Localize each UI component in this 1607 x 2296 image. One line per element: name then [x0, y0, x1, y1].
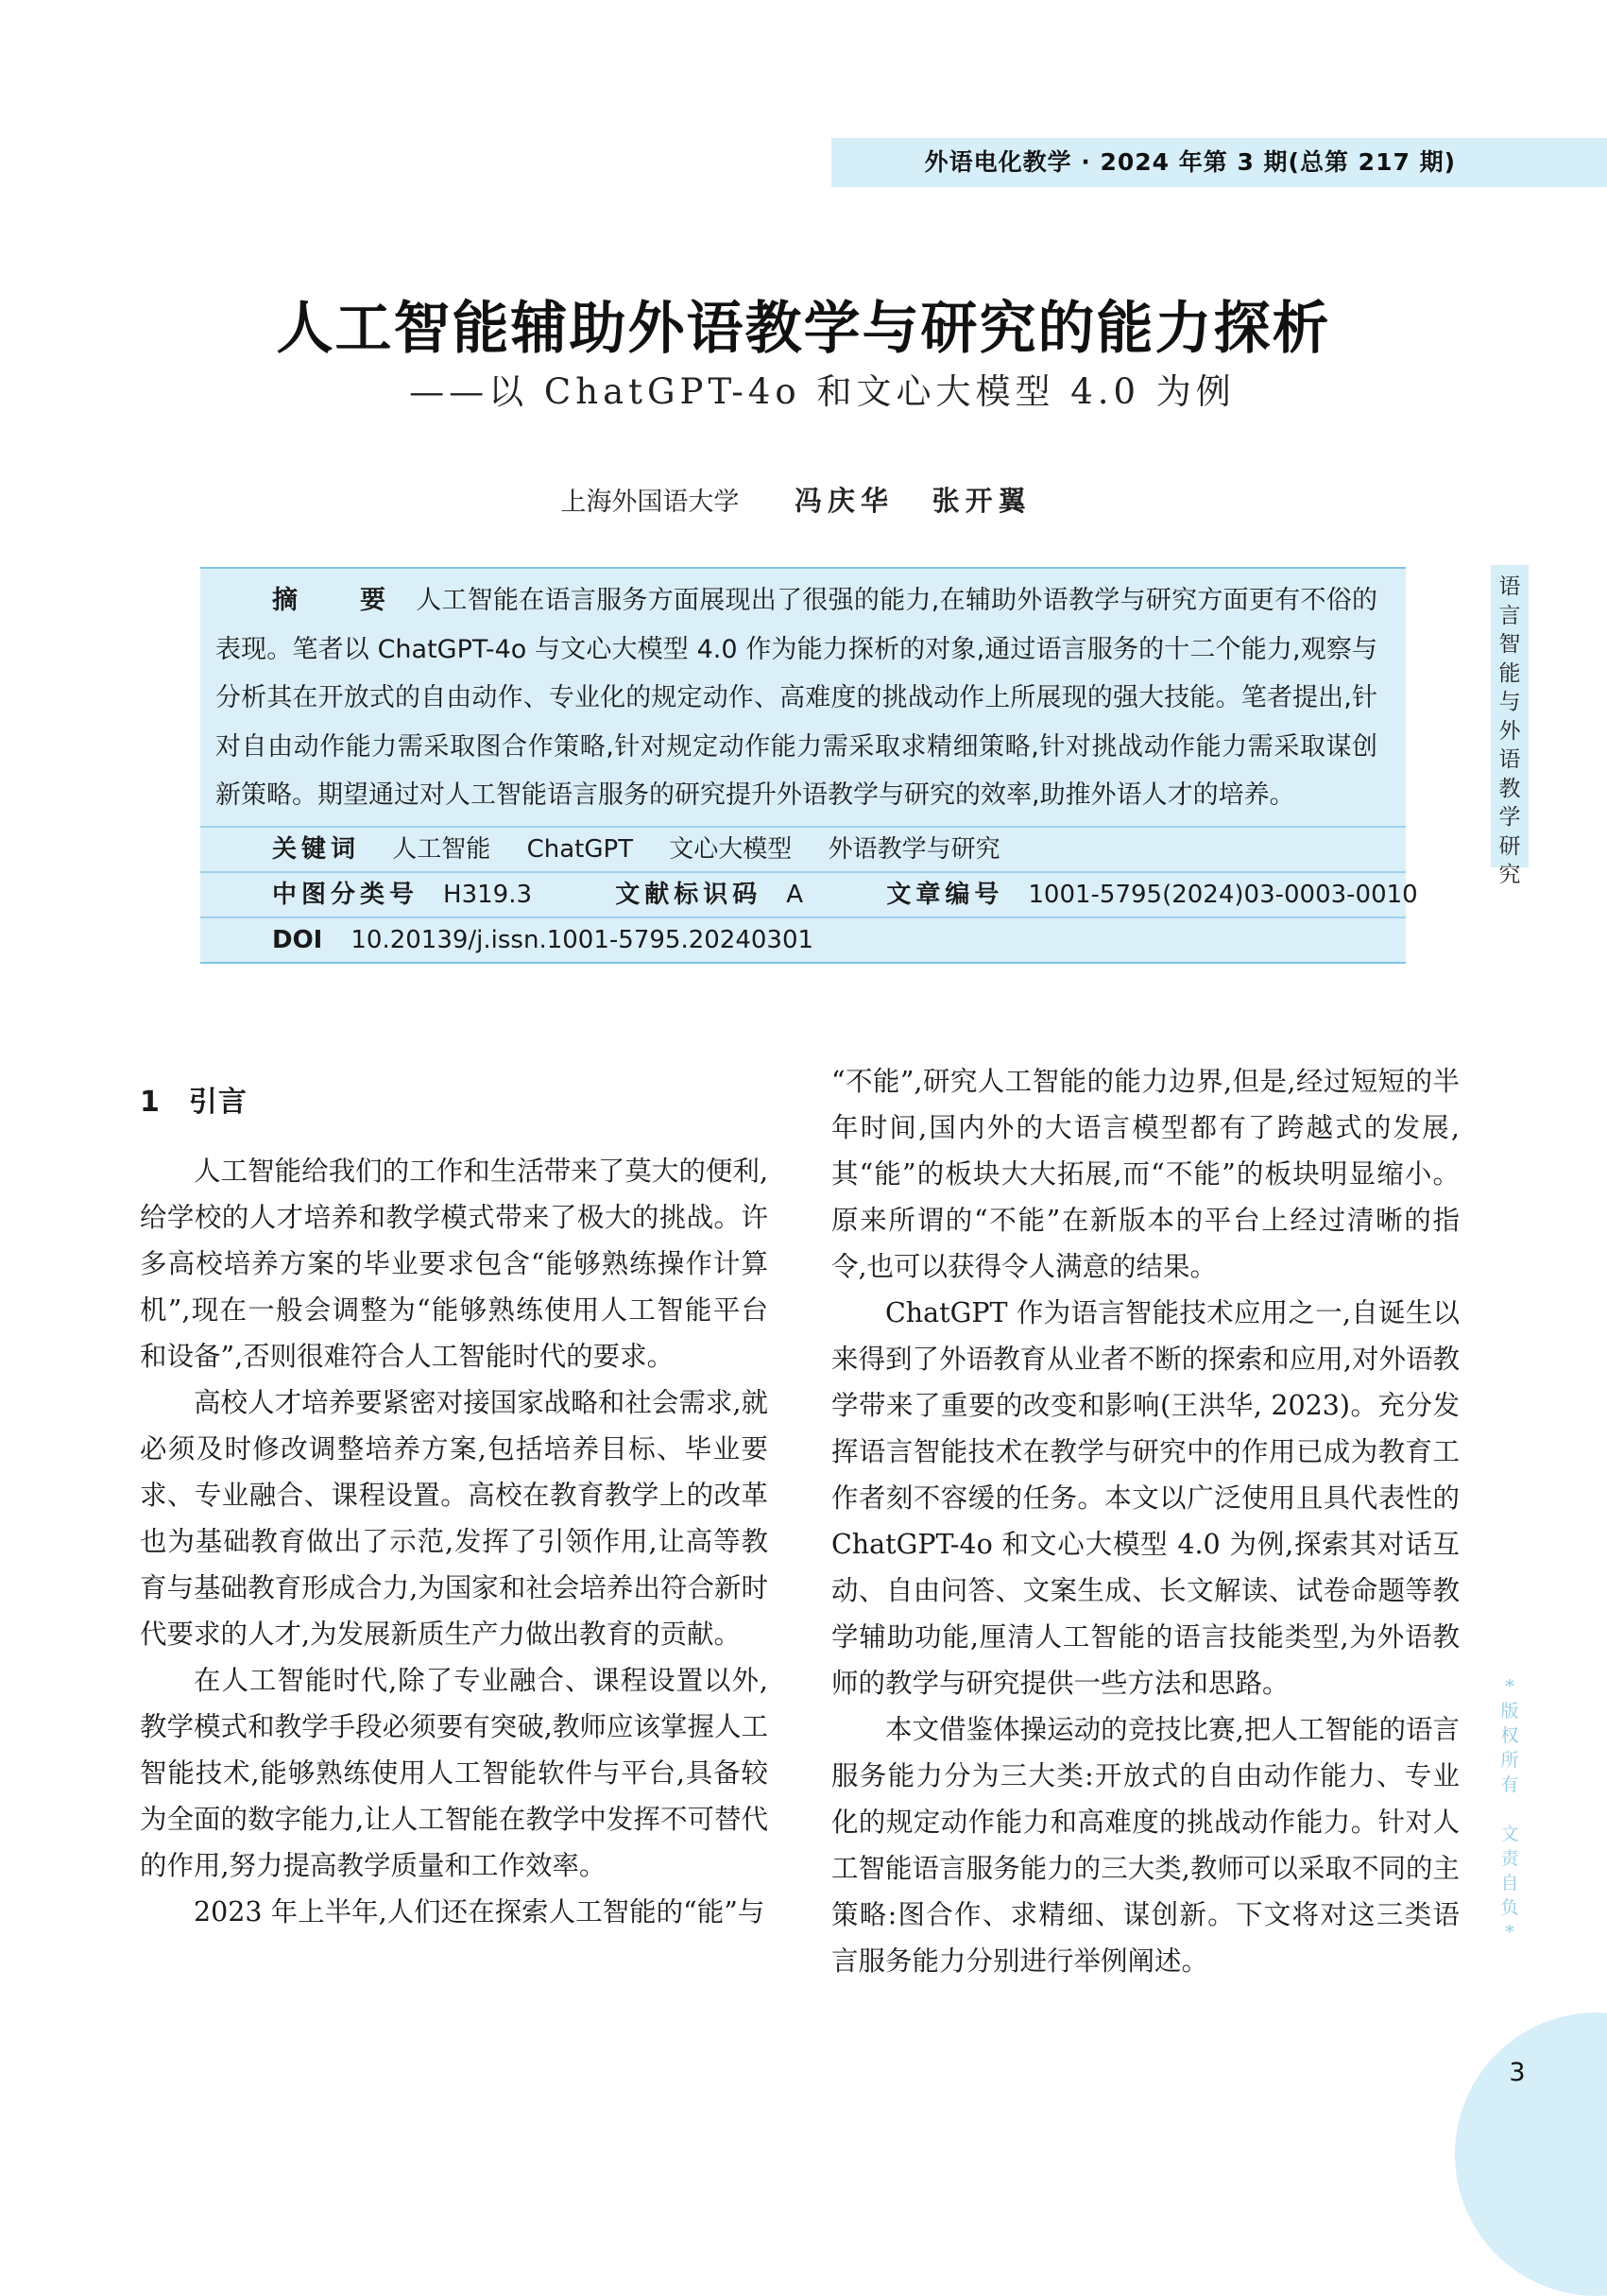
column-left	[140, 1058, 768, 1935]
paragraph: 人工智能给我们的工作和生活带来了莫大的便利,给学校的人才培养和教学模式带来了极大的挑战。许多高校培养方案的毕业要求包含“能够熟练操作计算机”,现在一般会调整为“能够熟练使用人工智能平台和设备”,否则很难符合人工智能时代的要求。	[140, 1156, 768, 1372]
article-subtitle: ——以 ChatGPT-4o 和文心大模型 4.0 为例	[409, 371, 1236, 412]
vertical-glyph: 责	[1500, 1848, 1519, 1869]
vertical-glyph: 学	[1498, 805, 1521, 830]
author-line	[0, 480, 1607, 519]
doi-value: 10.20139/j.issn.1001-5795.20240301	[350, 925, 814, 954]
vertical-glyph: 语	[1498, 747, 1521, 772]
classification-row	[200, 871, 1418, 917]
abstract	[200, 569, 1406, 826]
keyword: 外语教学与研究	[828, 834, 1000, 864]
abstract-label: 摘 要	[272, 586, 413, 615]
vertical-glyph: 版	[1500, 1701, 1519, 1722]
vertical-glyph: 负	[1500, 1897, 1519, 1918]
vertical-glyph: 智	[1498, 632, 1521, 657]
doc-code-label: 文献标识码	[615, 880, 762, 909]
vertical-glyph: 自	[1500, 1873, 1519, 1893]
paragraph: “不能”,研究人工智能的能力边界,但是,经过短短的半年时间,国内外的大语言模型都有了跨越式的发展,其“能”的板块大大拓展,而“不能”的板块明显缩小。原来所谓的“不能”在新版本的平台上经过清晰的指令,也可以获得令人满意的结果。	[831, 1066, 1460, 1282]
vertical-glyph: *	[1505, 1922, 1514, 1943]
article-no-label: 文章编号	[886, 880, 1004, 909]
doc-code-value: A	[786, 880, 804, 909]
vertical-glyph: 究	[1498, 863, 1521, 887]
vertical-glyph: 教	[1498, 776, 1521, 801]
section-number: 1	[140, 1086, 161, 1119]
paragraph: 在人工智能时代,除了专业融合、课程设置以外,教学模式和教学手段必须要有突破,教师应该掌握人工智能技术,能够熟练使用人工智能软件与平台,具备较为全面的数字能力,让人工智能在教学中发挥不可替代的作用,努力提高教学质量和工作效率。	[140, 1665, 768, 1881]
doi-label: DOI	[272, 925, 323, 954]
keyword: 文心大模型	[669, 834, 793, 864]
keyword: 人工智能	[392, 834, 491, 864]
section-heading	[140, 1079, 768, 1125]
vertical-glyph: 语	[1498, 574, 1521, 599]
paragraph: ChatGPT 作为语言智能技术应用之一,自诞生以来得到了外语教育从业者不断的探索和应用,对外语教学带来了重要的改变和影响(王洪华, 2023)。充分发挥语言智能技术在教学与研究中的作用已成为教育工作者刻不容缓的任务。本文以广泛使用且具代表性的 ChatGPT-4o 和文心大模型 4.0 为例,探索其对话互动、自由问答、文案生成、长文解读、试卷命题等教学辅助功能,厘清人工智能的语言技能类型,为外语教师的教学与研究提供一些方法和思路。	[831, 1297, 1460, 1699]
vertical-glyph: 研	[1498, 833, 1521, 859]
vertical-glyph: 与	[1498, 690, 1521, 714]
vertical-glyph	[1493, 1797, 1527, 1822]
clc-label: 中图分类号	[272, 880, 419, 909]
vertical-glyph: 所	[1500, 1750, 1519, 1771]
doi-row	[200, 917, 1406, 962]
vertical-glyph: 有	[1500, 1774, 1519, 1795]
article-title: 人工智能辅助外语教学与研究的能力探析	[276, 296, 1331, 362]
vertical-glyph: 言	[1498, 603, 1521, 628]
keywords-label: 关键词	[272, 834, 361, 864]
vertical-glyph: 能	[1498, 660, 1521, 686]
page-number-badge	[1455, 2013, 1607, 2296]
vertical-glyph: 外	[1498, 718, 1521, 744]
author-name: 冯庆华	[794, 485, 894, 517]
column-right	[831, 1058, 1460, 1984]
paragraph: 本文借鉴体操运动的竞技比赛,把人工智能的语言服务能力分为三大类:开放式的自由动作能力、专业化的规定动作能力和高难度的挑战动作能力。针对人工智能语言服务能力的三大类,教师可以采取不同的主策略:图合作、求精细、谋创新。下文将对这三类语言服务能力分别进行举例阐述。	[831, 1714, 1460, 1977]
article-no-value: 1001-5795(2024)03-0003-0010	[1028, 880, 1418, 909]
vertical-glyph: 文	[1500, 1824, 1519, 1844]
page-number: 3	[1509, 2058, 1526, 2087]
section-title: 引言	[188, 1086, 248, 1119]
clc-value: H319.3	[443, 880, 532, 909]
journal-header: 外语电化教学 · 2024 年第 3 期(总第 217 期)	[924, 148, 1456, 176]
author-affiliation: 上海外国语大学	[560, 488, 740, 517]
abstract-text: 人工智能在语言服务方面展现出了很强的能力,在辅助外语教学与研究方面更有不俗的表现。笔者以 ChatGPT-4o 与文心大模型 4.0 作为能力探析的对象,通过语言服务的十二个能力,观察与分析其在开放式的自由动作、专业化的规定动作、高难度的挑战动作上所展现的强大技能。笔者提出,针对自由动作能力需采取图合作策略,针对规定动作能力需采取求精细策略,针对挑战动作能力需采取谋创新策略。期望通过对人工智能语言服务的研究提升外语教学与研究的效率,助推外语人才的培养。	[215, 586, 1377, 810]
abstract-box	[200, 567, 1418, 964]
author-name: 张开翼	[932, 485, 1032, 517]
keyword: ChatGPT	[526, 834, 634, 864]
copyright-watermark	[1493, 1674, 1527, 1945]
vertical-glyph: *	[1505, 1676, 1514, 1697]
side-tab-label	[1491, 573, 1529, 890]
keywords-row	[200, 826, 1406, 871]
vertical-glyph: 权	[1500, 1725, 1519, 1746]
paragraph: 高校人才培养要紧密对接国家战略和社会需求,就必须及时修改调整培养方案,包括培养目标、毕业要求、专业融合、课程设置。高校在教育教学上的改革也为基础教育做出了示范,发挥了引领作用,让高等教育与基础教育形成合力,为国家和社会培养出符合新时代要求的人才,为发展新质生产力做出教育的贡献。	[140, 1387, 768, 1650]
paragraph: 2023 年上半年,人们还在探索人工智能的“能”与	[194, 1896, 765, 1928]
